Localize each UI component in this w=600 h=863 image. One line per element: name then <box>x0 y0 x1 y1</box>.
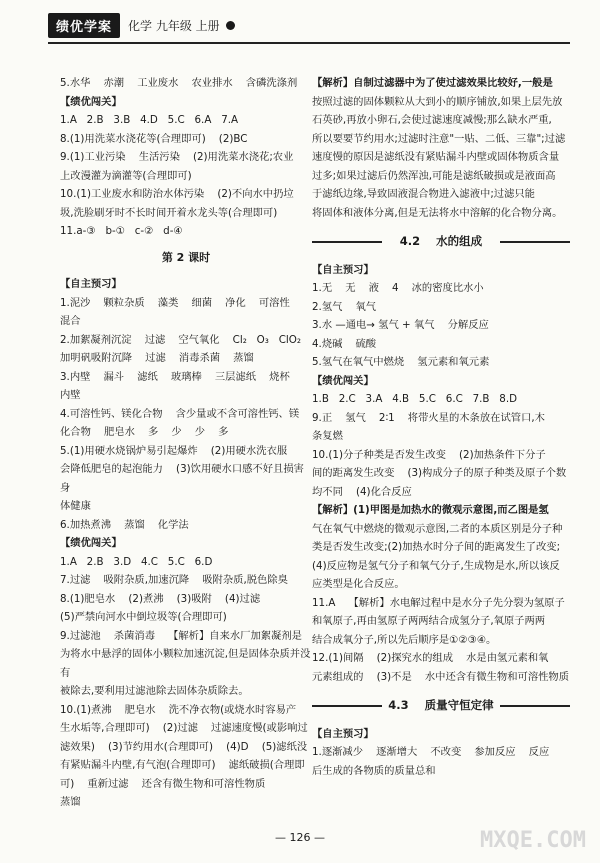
left-line: 上改漫灌为滴灌等(合理即可) <box>60 169 192 182</box>
left-line: 被除去,要利用过滤池除去固体杂质除去。 <box>60 685 249 697</box>
right-line: 9.正 氢气 2∶1 将带火星的木条放在试管口,木 <box>312 411 545 424</box>
right-line: 结合成氧分子,所以先后顺序是①②③④。 <box>312 633 497 646</box>
left-line: 5.水华 赤潮 工业废水 农业排水 含磷洗涤剂 <box>60 77 298 89</box>
left-line: 11.a-③ b-① c-② d-④ <box>60 225 183 237</box>
right-line: 11.A 【解析】水电解过程中是水分子先分裂为氢原子 <box>312 596 565 609</box>
header-rule <box>48 42 570 44</box>
left-line: 5.(1)用硬水烧锅炉易引起爆炸 (2)用硬水洗衣服 <box>60 444 288 457</box>
left-line: 滤效果) (3)节约用水(合理即可) (4)D (5)滤纸没 <box>60 740 308 753</box>
right-line: 12.(1)间隔 (2)探究水的组成 水是由氢元素和氧 <box>312 652 549 664</box>
right-line: 间的距离发生改变 (3)构成分子的原子种类及原子个数 <box>312 467 567 479</box>
right-line: 于滤纸边缘,导致固液混合物进入滤液中;过滤只能 <box>312 188 535 200</box>
left-column <box>60 74 312 812</box>
right-line: 所以要要节约用水;过滤时注意"一贴、二低、三靠";过滤 <box>312 132 566 145</box>
right-line: (4)反应物是氢气分子和氧气分子,生成物是水,所以该反 <box>312 559 560 572</box>
right-line: 石英砂,再放小卵石,会使过滤速度减慢;那么缺水严重, <box>312 114 552 126</box>
left-line: 10.(1)煮沸 肥皂水 洗不净衣物(或烧水时容易产 <box>60 703 297 716</box>
right-line: 【自主预习】 <box>312 727 374 740</box>
brand-badge: 绩优学案 <box>48 13 120 38</box>
left-line: 9.(1)工业污染 生活污染 (2)用洗菜水浇花;农业 <box>60 151 294 163</box>
left-line: 生水垢等,合理即可) (2)过滤 过滤速度慢(或影响过 <box>60 722 308 734</box>
right-line: 将固体和液体分离,但是无法将水中溶解的化合物分离。 <box>312 206 563 219</box>
left-line: 为将水中悬浮的固体小颗粒加速沉淀,但是固体杂质并没有 <box>60 648 311 679</box>
page-number: — 126 — <box>275 831 325 844</box>
right-line: 【解析】(1)甲图是加热水的微观示意图,而乙图是氢 <box>312 504 549 516</box>
left-line: 9.过滤池 杀菌消毒 【解析】自来水厂加絮凝剂是 <box>60 629 302 642</box>
left-line: 会降低肥皂的起泡能力 (3)饮用硬水口感不好且损害身 <box>60 463 304 494</box>
left-line: 【绩优闯关】 <box>60 537 122 549</box>
left-line: 体健康 <box>60 500 91 512</box>
left-line: 1.A 2.B 3.B 4.D 5.C 6.A 7.A <box>60 114 239 126</box>
right-line: 1.B 2.C 3.A 4.B 5.C 6.C 7.B 8.D <box>312 393 518 405</box>
left-line: 4.可溶性钙、镁化合物 含少量或不含可溶性钙、镁 <box>60 407 300 420</box>
left-line: 内壁 <box>60 389 81 401</box>
right-line: 速度慢的原因是滤纸没有紧贴漏斗内壁或固体物质含量 <box>312 151 560 163</box>
right-line: 【自主预习】 <box>312 263 374 276</box>
left-line: 8.(1)肥皂水 (2)煮沸 (3)吸附 (4)过滤 <box>60 592 261 605</box>
right-line: 10.(1)分子种类是否发生改变 (2)加热条件下分子 <box>312 448 546 461</box>
page-header <box>48 12 235 38</box>
left-line: 有紧贴漏斗内壁,有气泡(合理即可) 滤纸破损(合理即 <box>60 759 305 771</box>
right-line: 4.烧碱 硫酸 <box>312 337 377 350</box>
left-line: 蒸馏 <box>60 796 81 808</box>
left-line: 2.加絮凝剂沉淀 过滤 空气氧化 Cl₂ O₃ ClO₂ <box>60 333 301 346</box>
left-line: 7.过滤 吸附杂质,加速沉降 吸附杂质,脱色除臭 <box>60 574 288 586</box>
right-line: 【解析】自制过滤器中为了使过滤效果比较好,一般是 <box>312 77 553 89</box>
right-line: 【绩优闯关】 <box>312 374 374 387</box>
left-line: 1.A 2.B 3.D 4.C 5.C 6.D <box>60 555 213 568</box>
right-line: 后生成的各物质的质量总和 <box>312 764 436 777</box>
left-line: 化合物 肥皂水 多 少 少 多 <box>60 426 229 438</box>
left-line: 6.加热煮沸 蒸馏 化学法 <box>60 518 189 531</box>
right-line: 条复燃 <box>312 430 343 442</box>
right-line: 按照过滤的固体颗粒从大到小的顺序铺放,如果上层先放 <box>312 95 563 108</box>
right-line: 1.逐渐减少 逐渐增大 不改变 参加反应 反应 <box>312 746 550 758</box>
left-line: (5)严禁向河水中倒垃圾等(合理即可) <box>60 611 227 623</box>
right-line: 4.3 质量守恒定律 <box>312 696 570 715</box>
right-line: 和氧原子,再由氢原子两两结合成氢分子,氧原子两两 <box>312 615 546 627</box>
right-line: 3.水 —通电→ 氢气 + 氧气 分解反应 <box>312 319 489 331</box>
right-line: 5.氢气在氧气中燃烧 氢元素和氧元素 <box>312 356 490 368</box>
right-line: 2.氢气 氧气 <box>312 300 377 313</box>
left-line: 第 2 课时 <box>161 250 211 264</box>
right-line: 1.无 无 液 4 冰的密度比水小 <box>312 282 484 294</box>
right-column <box>312 74 570 780</box>
left-line: 圾,洗脸刷牙时不长时间开着水龙头等(合理即可) <box>60 206 278 219</box>
left-line: 可) 重新过滤 还含有微生物和可溶性物质 <box>60 777 266 790</box>
right-line: 应类型是化合反应。 <box>312 578 405 590</box>
right-line: 过多;如果过滤后仍然浑浊,可能是滤纸破损或是液面高 <box>312 169 556 182</box>
right-line: 气在氧气中燃烧的微观示意图,二者的本质区别是分子种 <box>312 522 563 535</box>
right-line: 4.2 水的组成 <box>312 232 570 251</box>
book-info: 化学 九年级 上册 <box>128 18 220 33</box>
right-line: 类是否发生改变;(2)加热水时分子间的距离发生了改变; <box>312 541 561 553</box>
left-line: 【自主预习】 <box>60 278 122 290</box>
left-line: 【绩优闯关】 <box>60 95 122 108</box>
right-line: 均不同 (4)化合反应 <box>312 485 412 498</box>
left-line: 10.(1)工业废水和防治水体污染 (2)不向水中扔垃 <box>60 188 294 200</box>
left-line: 3.内壁 漏斗 滤纸 玻璃棒 三层滤纸 烧杯 <box>60 370 290 383</box>
bullet-dot-icon <box>226 21 235 30</box>
left-line: 1.泥沙 颗粒杂质 藻类 细菌 净化 可溶性 混合 <box>60 296 303 327</box>
left-line: 加明矾吸附沉降 过滤 消毒杀菌 蒸馏 <box>60 352 254 364</box>
left-line: 8.(1)用洗菜水浇花等(合理即可) (2)BC <box>60 132 248 145</box>
right-line: 元素组成的 (3)不是 水中还含有微生物和可溶性物质 <box>312 670 570 683</box>
watermark-logo: MXQE.COM <box>480 828 586 853</box>
